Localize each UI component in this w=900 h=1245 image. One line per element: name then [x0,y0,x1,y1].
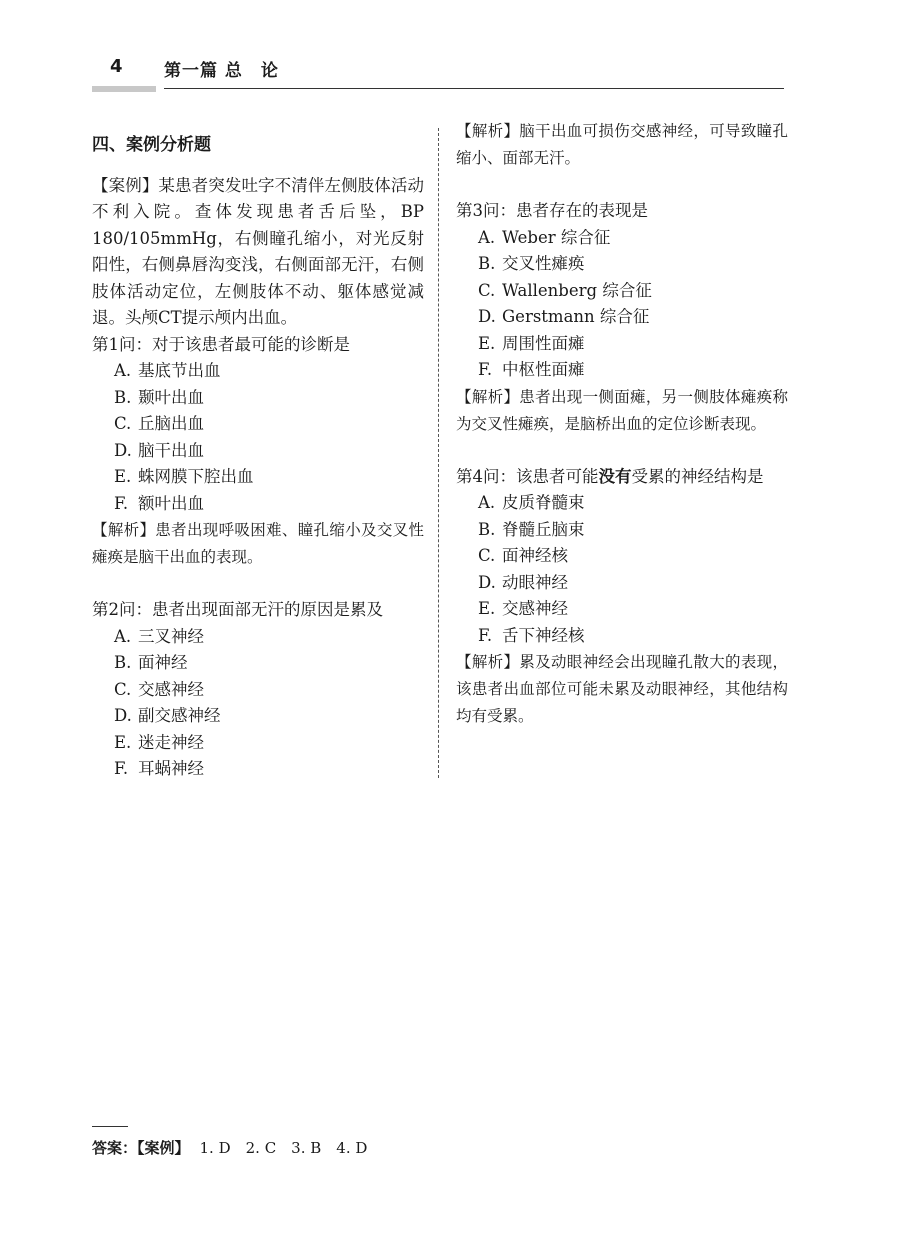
q4-option [456,490,788,517]
option-text: 周围性面瘫 [502,333,585,353]
q4-option [456,596,788,623]
option-letter: B. [114,653,132,672]
q4-stem-pre: 第4问：该患者可能 [456,466,599,486]
option-text: 面神经 [138,653,188,672]
option-text: 蛛网膜下腔出血 [138,467,254,486]
q4-option [456,623,788,650]
q4-analysis: 【解析】累及动眼神经会出现瞳孔散大的表现，该患者出血部位可能未累及动眼神经，其他结构均有受累。 [456,653,788,725]
option-letter: F. [478,360,493,379]
option-letter: D. [114,440,132,460]
option-text: 三叉神经 [138,626,204,646]
footnote-rule [92,1126,128,1127]
option-letter: F. [114,759,129,778]
header-rule [164,88,784,89]
case-description: 【案例】某患者突发吐字不清伴左侧肢体活动不利入院。查体发现患者舌后坠，BP 180/105mmHg，右侧瞳孔缩小，对光反射阳性，右侧鼻唇沟变浅，右侧面部无汗，右侧肢体活动定位，左侧肢体不动、躯体感觉减退。头颅CT提示颅内出血。 [92,175,424,327]
option-letter: D. [478,572,496,592]
q4-option [456,517,788,544]
option-letter: D. [478,307,496,326]
option-text: 中枢性面瘫 [502,360,585,379]
q2-option [92,703,424,730]
page-number: 4 [110,56,123,77]
q3-option [456,278,788,305]
q2-option [92,756,424,783]
option-letter: E. [478,333,496,353]
q1-option [92,411,424,438]
option-text: 脊髓丘脑束 [502,519,585,539]
q2-option [92,650,424,677]
option-text: 交叉性瘫痪 [502,254,585,273]
option-text: 舌下神经核 [502,625,585,645]
option-text: 面神经核 [502,546,568,565]
answer-key-values: 1. D 2. C 3. B 4. D [199,1139,368,1157]
option-text: Gerstmann 综合征 [502,307,650,326]
option-letter: F. [114,493,129,513]
q1-option [92,438,424,465]
q1-option [92,358,424,385]
option-letter: C. [478,280,496,300]
q4-option [456,543,788,570]
q3-option [456,251,788,278]
right-column [456,118,788,730]
question-4-stem [456,464,788,491]
answer-key-label: 答案：【案例】 [92,1139,190,1157]
option-letter: E. [114,732,132,752]
option-text: Weber 综合征 [502,227,611,247]
q3-option [456,331,788,358]
q1-analysis: 【解析】患者出现呼吸困难、瞳孔缩小及交叉性瘫痪是脑干出血的表现。 [92,521,424,566]
option-text: 基底节出血 [138,361,221,380]
option-letter: C. [114,414,132,433]
option-letter: C. [478,546,496,565]
q1-option [92,385,424,412]
option-letter: E. [478,599,496,618]
option-letter: A. [114,361,132,380]
q3-option [456,304,788,331]
q2-option [92,730,424,757]
option-text: 交感神经 [138,679,204,699]
option-text: 迷走神经 [138,732,204,752]
q4-option [456,570,788,597]
q2-option [92,677,424,704]
question-2-stem: 第2问：患者出现面部无汗的原因是累及 [92,600,383,619]
option-text: 耳蜗神经 [138,759,204,778]
column-divider [438,128,439,778]
q4-stem-post: 受累的神经结构是 [631,466,764,486]
option-text: 交感神经 [502,599,568,618]
option-text: Wallenberg 综合征 [502,280,652,300]
option-letter: A. [114,626,132,646]
q3-option [456,225,788,252]
option-letter: B. [478,519,496,539]
header-accent-bar [92,86,156,92]
question-3-stem: 第3问：患者存在的表现是 [456,201,648,220]
option-letter: B. [114,387,132,407]
chapter-title: 第一篇 总 论 [164,61,279,81]
option-letter: C. [114,679,132,699]
option-letter: A. [478,227,496,247]
q3-analysis: 【解析】患者出现一侧面瘫，另一侧肢体瘫痪称为交叉性瘫痪，是脑桥出血的定位诊断表现。 [456,387,788,433]
section-title: 四、案例分析题 [92,135,211,155]
q2-option [92,624,424,651]
option-text: 丘脑出血 [138,414,204,433]
option-text: 副交感神经 [138,706,221,725]
option-letter: F. [478,625,493,645]
option-letter: B. [478,254,496,273]
q1-option [92,464,424,491]
option-text: 颞叶出血 [138,387,204,407]
answer-key [92,1137,367,1158]
question-1-stem: 第1问：对于该患者最可能的诊断是 [92,334,350,354]
q1-option [92,491,424,518]
option-letter: E. [114,467,132,486]
option-text: 脑干出血 [138,440,204,460]
left-column [92,132,424,783]
option-text: 额叶出血 [138,493,204,513]
option-letter: A. [478,493,496,512]
q3-option [456,357,788,384]
option-letter: D. [114,706,132,725]
q2-analysis: 【解析】脑干出血可损伤交感神经，可导致瞳孔缩小、面部无汗。 [456,122,788,167]
option-text: 动眼神经 [502,572,568,592]
q4-stem-emphasis: 没有 [598,466,632,486]
option-text: 皮质脊髓束 [502,493,585,512]
